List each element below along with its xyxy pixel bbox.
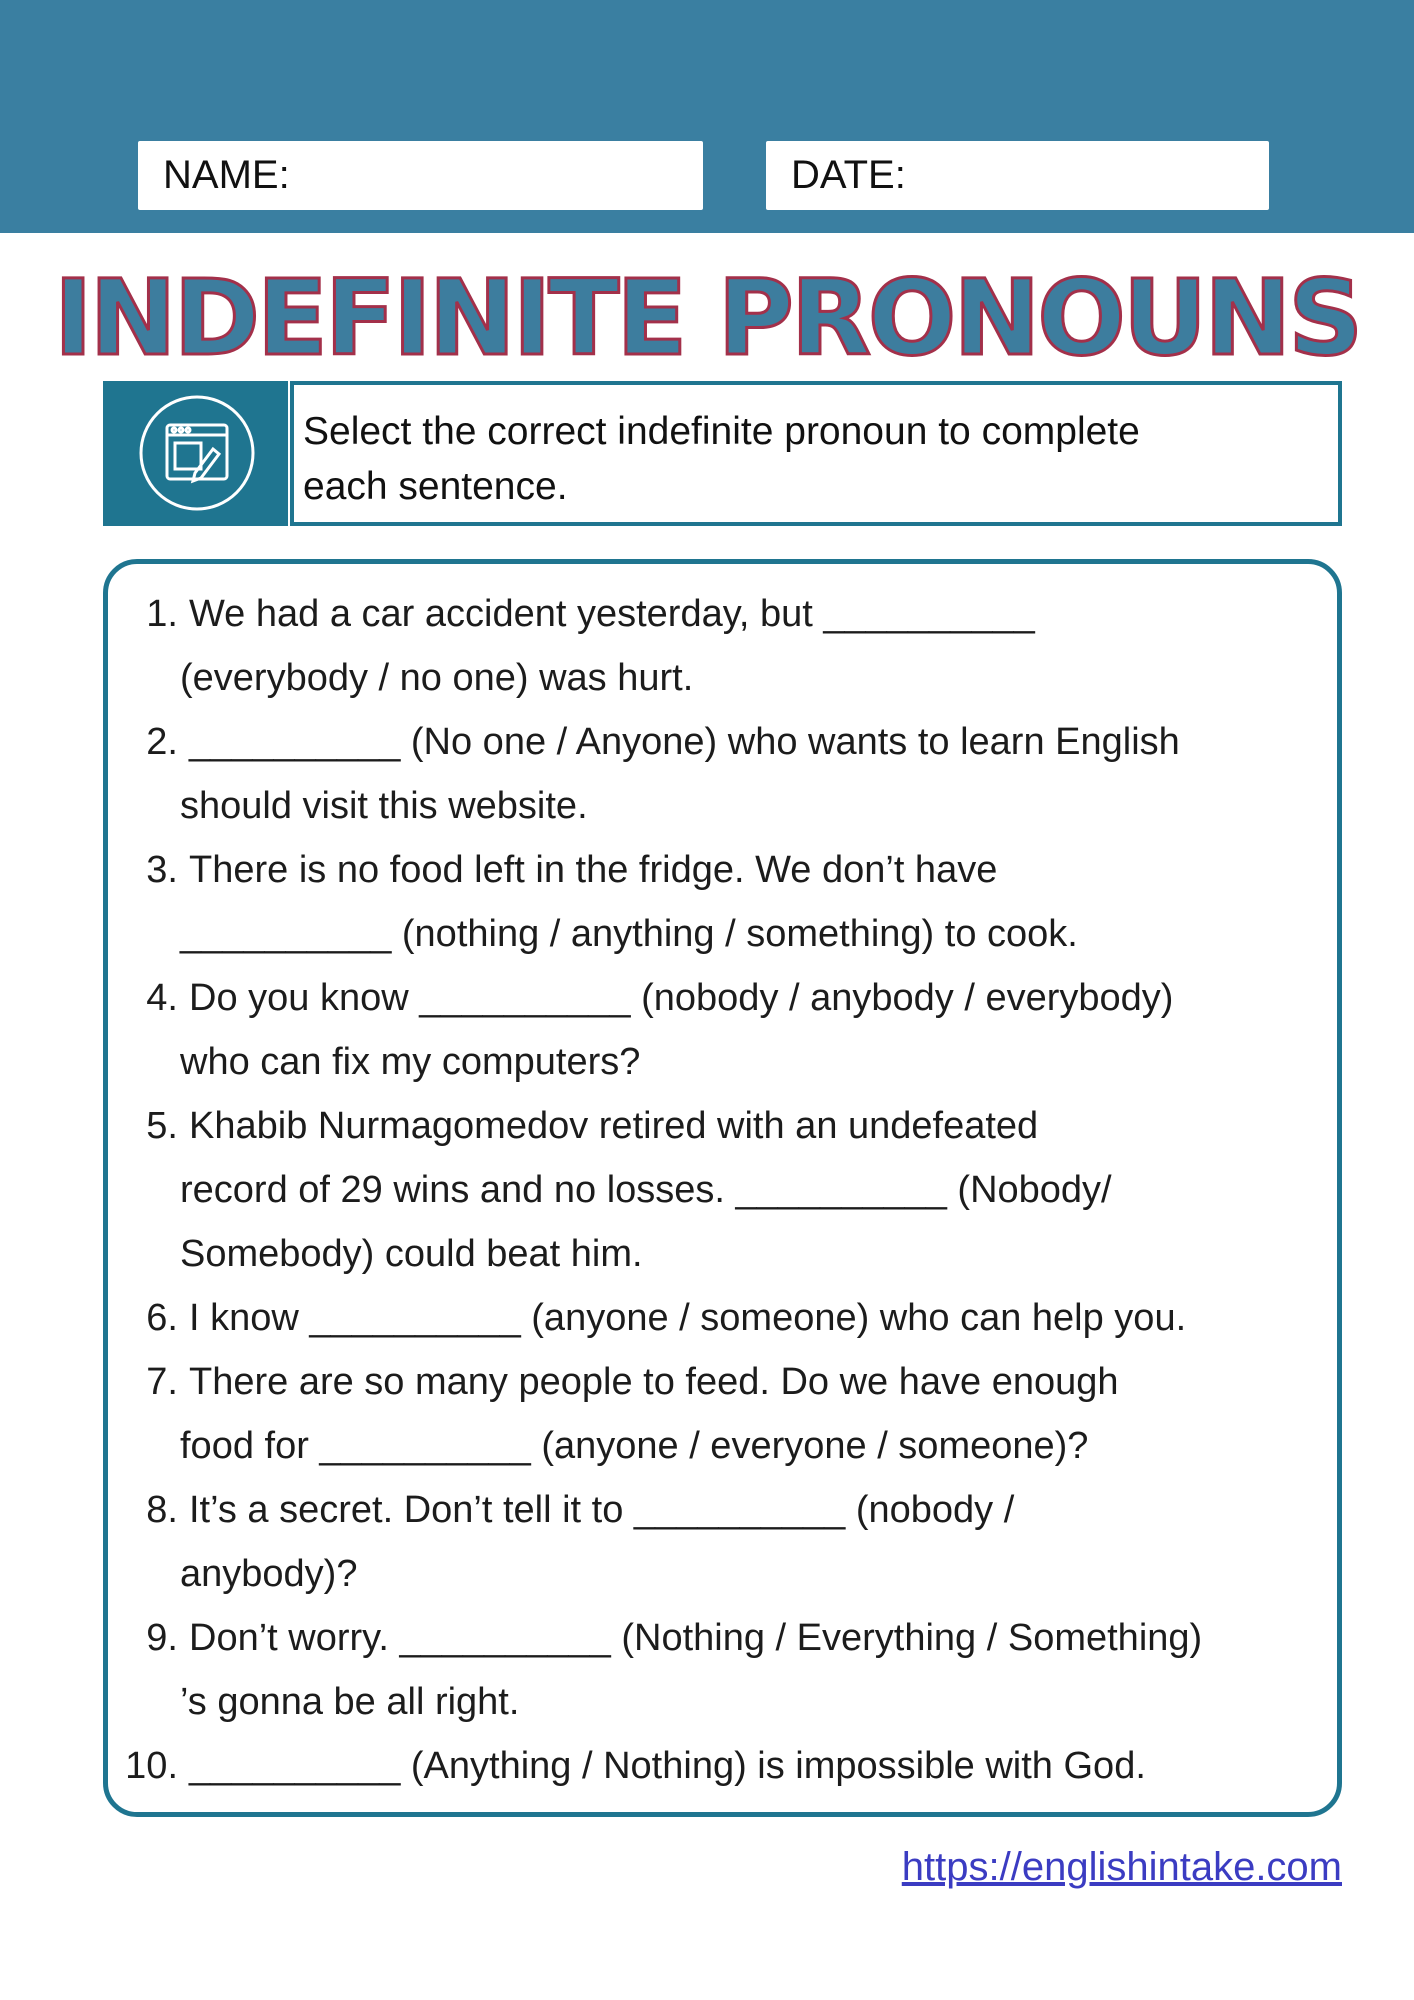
item-line: I know __________ (anyone / someone) who can help you. — [189, 1297, 1187, 1339]
item-line: __________ (nothing / anything / something) to cook. — [180, 913, 1078, 955]
item-line: It’s a secret. Don’t tell it to __________ (nobody / — [189, 1489, 1015, 1531]
name-label: NAME: — [163, 153, 290, 197]
item-line: ’s gonna be all right. — [180, 1681, 520, 1723]
item-line: (everybody / no one) was hurt. — [180, 657, 694, 699]
item-number: 6. — [146, 1297, 178, 1339]
item-number: 8. — [146, 1489, 178, 1531]
page-title: INDEFINITE PRONOUNS — [53, 257, 1361, 379]
item-number: 5. — [146, 1105, 178, 1147]
item-line: There is no food left in the fridge. We don’t have — [189, 849, 998, 891]
item-number: 3. — [146, 849, 178, 891]
item-line: anybody)? — [180, 1553, 358, 1595]
item-number: 2. — [146, 721, 178, 763]
item-line: should visit this website. — [180, 785, 588, 827]
item-number: 1. — [146, 593, 178, 635]
instruction-line-2: each sentence. — [303, 465, 568, 508]
date-field[interactable] — [766, 141, 1269, 210]
item-number: 4. — [146, 977, 178, 1019]
item-line: There are so many people to feed. Do we have enough — [189, 1361, 1119, 1403]
web-edit-icon — [137, 393, 257, 513]
name-field[interactable] — [138, 141, 703, 210]
instruction-line-1: Select the correct indefinite pronoun to complete — [303, 410, 1140, 453]
item-line: Somebody) could beat him. — [180, 1233, 643, 1275]
item-line: __________ (Anything / Nothing) is impossible with God. — [189, 1745, 1146, 1787]
item-line: We had a car accident yesterday, but __________ — [189, 593, 1035, 635]
instruction-box — [290, 381, 1342, 526]
date-label: DATE: — [791, 153, 906, 197]
item-line: Khabib Nurmagomedov retired with an undefeated — [189, 1105, 1039, 1147]
item-line: who can fix my computers? — [180, 1041, 641, 1083]
item-line: __________ (No one / Anyone) who wants to learn English — [189, 721, 1180, 763]
item-line: Do you know __________ (nobody / anybody / everybody) — [189, 977, 1174, 1019]
item-number: 9. — [146, 1617, 178, 1659]
website-link[interactable]: https://englishintake.com — [901, 1845, 1342, 1889]
item-number: 7. — [146, 1361, 178, 1403]
item-line: food for __________ (anyone / everyone / someone)? — [180, 1425, 1089, 1467]
item-line: record of 29 wins and no losses. __________ (Nobody/ — [180, 1169, 1112, 1211]
item-line: Don’t worry. __________ (Nothing / Everything / Something) — [189, 1617, 1203, 1659]
instruction-icon-box — [103, 381, 288, 526]
item-number: 10. — [125, 1745, 178, 1787]
